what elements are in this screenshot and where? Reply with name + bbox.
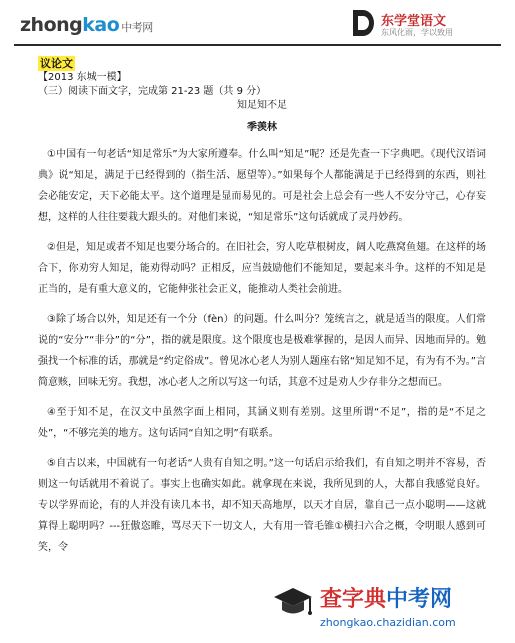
article-author: 季羡林 [247,122,277,133]
header-divider [14,44,501,46]
watermark-title-red: 查字典 [320,587,387,612]
dongxuetang-logo[interactable] [351,8,501,40]
dongxuetang-logo-icon [351,8,375,38]
watermark-title [320,582,452,613]
watermark-title-blue: 中考网 [386,587,453,612]
logo-slogan: 东风化雨，学以致用 [381,28,453,37]
genre-tag: 议论文 [40,57,73,70]
zhongkao-logo[interactable] [20,14,153,36]
watermark-url: zhongkao.chazidian.com [320,616,456,629]
document-body [38,52,486,558]
graduation-cap-icon [272,582,314,624]
instruction-text: （三）阅读下面文字，完成第 21-23 题（共 9 分） [38,86,267,97]
page-header [0,0,515,45]
logo-text-kao: kao [82,14,120,36]
article-title: 知足知不足 [237,100,287,111]
paragraph-5: ⑤自古以来，中国就有一句老话“人贵有自知之明。”这一句话启示给我们，有自知之明并不容易，否则这一句话就用不着说了。事实上也确实如此。就拿现在来说，我所见到的人，大都自我感觉良好。专以学界而论，有的人并没有读几本书，却不知天高地厚，以天才自居，靠自己一点小聪明——这就算得上聪明吗？---狂傲恣睢，骂尽天下一切文人，大有用一管毛锥①横扫六合之概，令明眼人感到可笑，令 [38,458,486,553]
paragraph-1: ①中国有一句老话“知足常乐”为大家所遵奉。什么叫“知足”呢？还是先查一下字典吧。《现代汉语词典》说“知足，满足于已经得到的（指生活、愿望等）。”如果每个人都能满足于已经得到的东西，则社会必能安定，天下必能太平。这个道理是显而易见的。可是社会上总会有一些人不安分守己，心存妄想，这样的人往往要栽大跟头的。对他们来说，“知足常乐”这句话就成了灵丹妙药。 [38,149,486,223]
chazidian-watermark[interactable] [268,580,508,640]
logo-text-cn: 中考网 [121,21,153,34]
paragraph-2: ②但是，知足或者不知足也要分场合的。在旧社会，穷人吃草根树皮，阔人吃燕窝鱼翅。在这样的场合下，你劝穷人知足，能劝得动吗？正相反，应当鼓励他们不能知足，要起来斗争。这样的不知足是正当的，是有重大意义的，它能伸张社会正义，能推动人类社会前进。 [38,242,486,295]
paragraph-4: ④至于知不足，在汉文中虽然字面上相同，其涵义则有差别。这里所谓“不足”，指的是“不足之处”，“不够完美的地方。这句话同“自知之明”有联系。 [38,407,486,439]
logo-text-zhong: zhong [20,14,83,36]
logo-brand-name: 东学堂语文 [381,14,447,29]
exam-source: 【2013 东城一模】 [38,72,127,83]
paragraph-3: ③除了场合以外，知足还有一个分（fèn）的问题。什么叫分？笼统言之，就是适当的限度。人们常说的“安分”“非分”的“分”，指的就是限度。这个限度也是极难掌握的，是因人而异、因地而异的。勉强找一个标准的话，那就是“约定俗成”。曾见冰心老人为别人题座右铭“知足知不足，有为有不为。”言简意赅，回味无穷。我想，冰心老人之所以写这一句话，其意不过是劝人少存非分之想而已。 [38,314,486,388]
